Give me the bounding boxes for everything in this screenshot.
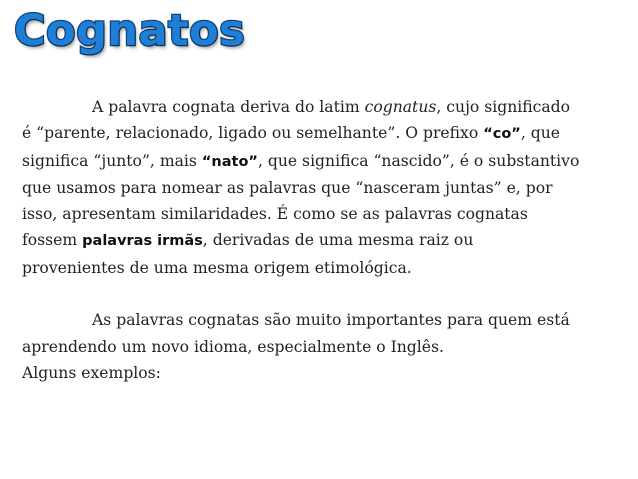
- paragraph-importance: [22, 307, 622, 386]
- text-segment: , que: [520, 124, 560, 143]
- text-segment: As palavras cognatas são muito importantes para quem está: [92, 311, 570, 330]
- text-segment: provenientes de uma mesma origem etimológica.: [22, 258, 412, 277]
- examples-intro: Alguns exemplos:: [22, 363, 161, 382]
- body-text: [22, 94, 622, 386]
- text-segment: fossem: [22, 231, 78, 250]
- paragraph-spacer: [22, 281, 622, 307]
- text-segment: significa “junto”, mais: [22, 151, 197, 170]
- root-nato: “nato”: [201, 153, 258, 170]
- text-segment: , derivadas de uma mesma raiz ou: [202, 231, 474, 250]
- text-segment: que usamos para nomear as palavras que “nasceram juntas” e, por: [22, 178, 553, 197]
- text-segment: , cujo significado: [436, 98, 571, 116]
- text-segment: é “parente, relacionado, ligado ou semelhante”. O prefixo: [22, 124, 479, 143]
- text-segment: A palavra cognata deriva do latim: [92, 98, 360, 116]
- text-segment: , que significa “nascido”, é o substantivo: [257, 151, 580, 170]
- text-segment: aprendendo um novo idioma, especialmente o Inglês.: [22, 337, 444, 356]
- paragraph-definition: [22, 94, 622, 281]
- text-segment: isso, apresentam similaridades. É como se as palavras cognatas: [22, 205, 528, 224]
- prefix-co: “co”: [483, 126, 521, 143]
- slide-title: Cognatos: [14, 6, 246, 56]
- latin-term: cognatus: [364, 98, 437, 116]
- highlight-palavras-irmas: palavras irmãs: [82, 233, 203, 250]
